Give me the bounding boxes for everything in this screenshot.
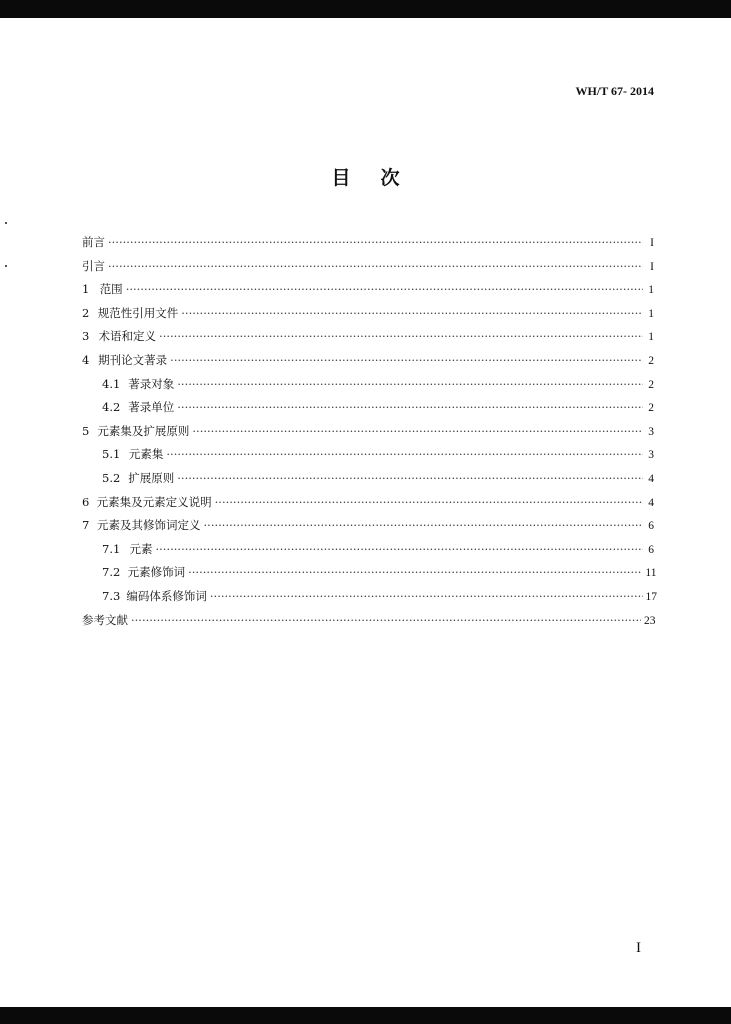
toc-leader-dots	[108, 256, 643, 276]
toc-leader-dots	[166, 444, 643, 464]
toc-leader-dots	[192, 421, 643, 441]
toc-entry-label: 元素	[129, 541, 153, 556]
scan-border-bottom	[0, 1007, 731, 1024]
toc-entry-number: 5.2	[102, 470, 121, 485]
toc-entry-page: 1	[648, 284, 654, 297]
toc-entry-label: 引言	[82, 258, 105, 273]
toc-entry-label: 著录对象	[128, 376, 175, 391]
toc-entry-number: 1	[82, 282, 90, 297]
toc-entry-page: 1	[648, 307, 654, 320]
toc-entry[interactable]	[82, 421, 654, 445]
toc-leader-dots	[156, 539, 644, 559]
toc-entry[interactable]	[82, 232, 654, 256]
toc-entry[interactable]	[82, 539, 654, 563]
toc-entry-page: 2	[648, 378, 654, 391]
toc-entry-label: 著录单位	[128, 400, 175, 415]
scan-speck	[5, 222, 7, 224]
toc-entry-page: 2	[648, 354, 654, 367]
toc-entry[interactable]	[82, 279, 654, 303]
toc-leader-dots	[177, 397, 643, 417]
toc-entry-label: 元素集及元素定义说明	[96, 494, 212, 509]
toc-entry-page: 4	[648, 496, 654, 509]
toc-entry-label: 编码体系修饰词	[126, 588, 207, 603]
toc-entry-page: 17	[645, 590, 657, 603]
toc-entry-number: 4.2	[102, 400, 121, 415]
toc-entry-label: 参考文献	[82, 612, 128, 627]
toc-entry[interactable]	[82, 586, 657, 610]
toc-entry[interactable]	[82, 256, 654, 280]
toc-entry[interactable]	[82, 303, 654, 327]
toc-entry-label: 元素及其修饰词定义	[97, 518, 201, 533]
toc-entry-page: 3	[648, 449, 654, 462]
toc-entry-label: 范围	[99, 282, 123, 297]
toc-leader-dots	[204, 515, 643, 535]
toc-entry[interactable]	[82, 444, 654, 468]
toc-entry[interactable]	[82, 397, 654, 421]
toc-entry-page: 23	[643, 614, 656, 627]
toc-leader-dots	[126, 279, 643, 299]
scan-speck	[5, 265, 7, 267]
toc-entry[interactable]	[82, 468, 654, 492]
toc-entry-page: 6	[648, 520, 654, 533]
toc-entry-number: 2	[82, 305, 90, 320]
toc-entry-number: 5.1	[102, 447, 121, 462]
toc-leader-dots	[210, 586, 643, 606]
toc-leader-dots	[188, 562, 642, 582]
toc-leader-dots	[159, 326, 643, 346]
toc-entry[interactable]	[82, 610, 654, 634]
toc-entry-page: 6	[648, 543, 654, 556]
toc-entry-number: 4.1	[102, 376, 121, 391]
toc-entry-number: 3	[82, 329, 90, 344]
toc-entry-number: 7.2	[102, 565, 121, 580]
toc-entry-page: 3	[648, 425, 654, 438]
toc-leader-dots	[215, 492, 643, 512]
toc-entry-number: 7.3	[102, 588, 121, 603]
page-number: I	[636, 940, 641, 956]
toc-entry-label: 元素修饰词	[127, 565, 186, 580]
toc-entry-label: 扩展原则	[128, 470, 175, 485]
toc-leader-dots	[177, 468, 643, 488]
toc-leader-dots	[181, 303, 643, 323]
toc-entry-page: 2	[648, 402, 654, 415]
toc-entry[interactable]	[82, 515, 654, 539]
toc-entry-label: 期刊论文著录	[98, 352, 168, 367]
toc-entry-number: 7.1	[102, 541, 121, 556]
toc-entry[interactable]	[82, 350, 654, 374]
standard-code: WH/T 67- 2014	[575, 84, 654, 98]
toc-entry-page: I	[650, 237, 654, 249]
toc-entry-page: 11	[645, 567, 657, 580]
toc-entry-label: 前言	[82, 235, 105, 249]
toc-entry-label: 规范性引用文件	[97, 305, 179, 320]
table-of-contents	[82, 232, 657, 633]
toc-entry-page: I	[650, 260, 654, 273]
toc-entry[interactable]	[82, 326, 654, 350]
toc-entry[interactable]	[82, 562, 657, 586]
toc-leader-dots	[177, 374, 643, 394]
toc-leader-dots	[170, 350, 643, 370]
scan-border-top	[0, 0, 731, 18]
toc-entry-page: 1	[648, 331, 654, 344]
toc-entry-label: 元素集	[128, 447, 164, 462]
toc-entry-label: 术语和定义	[98, 329, 157, 344]
toc-leader-dots	[108, 232, 643, 252]
toc-entry-number: 4	[82, 352, 90, 367]
toc-entry[interactable]	[82, 374, 654, 398]
toc-entry-number: 5	[82, 423, 90, 438]
toc-entry-label: 元素集及扩展原则	[97, 423, 190, 438]
toc-entry-number: 6	[82, 494, 90, 509]
toc-leader-dots	[131, 610, 641, 630]
toc-entry-number: 7	[82, 518, 90, 533]
toc-entry-page: 4	[648, 472, 654, 485]
toc-entry[interactable]	[82, 492, 654, 516]
page-title: 目次	[331, 167, 430, 189]
